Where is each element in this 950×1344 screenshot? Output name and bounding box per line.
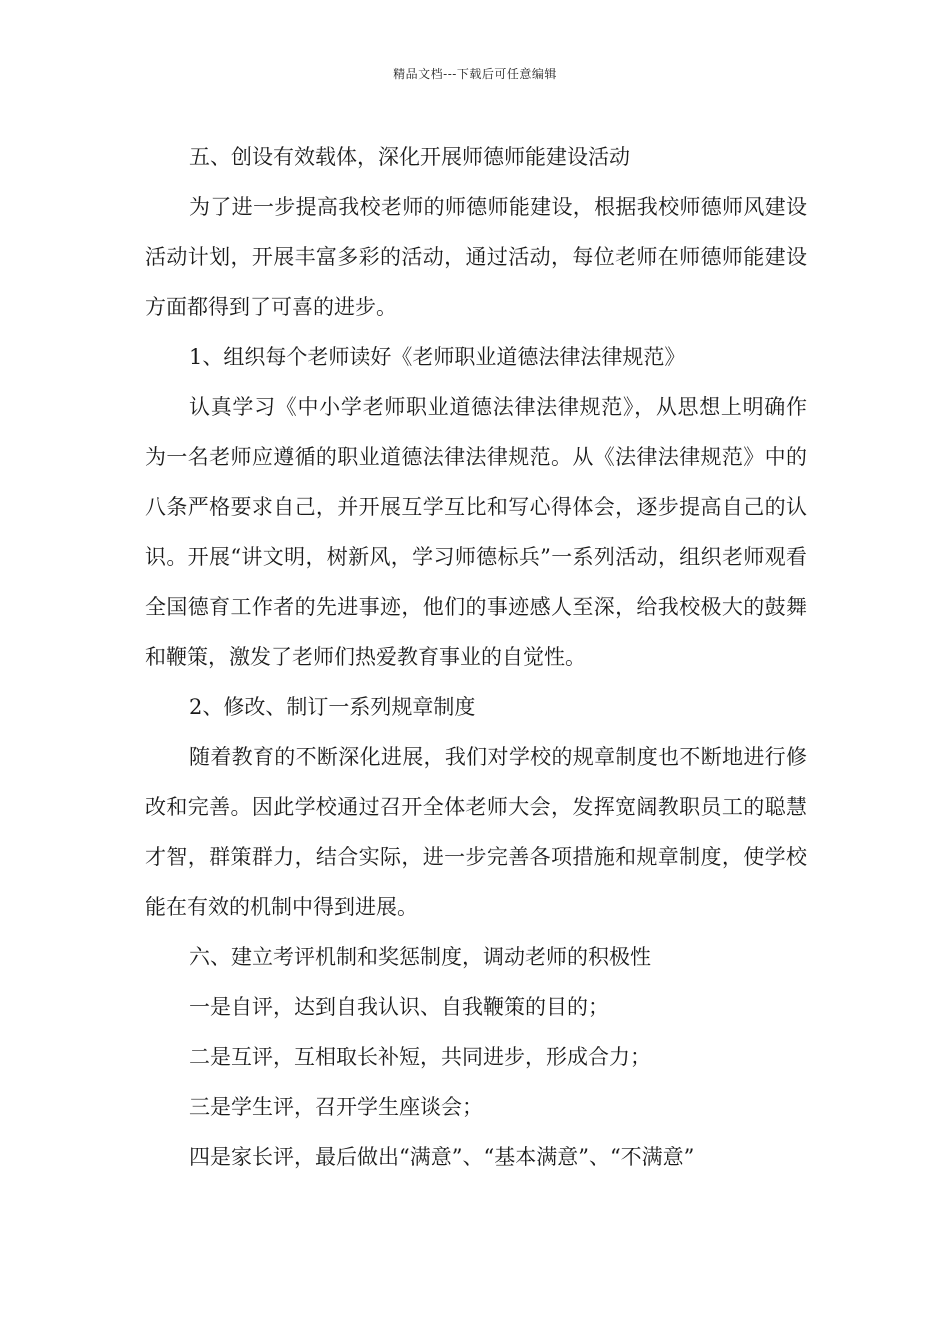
paragraph: 为了进一步提高我校老师的师德师能建设，根据我校师德师风建设活动计划，开展丰富多彩的活动，通过活动，每位老师在师德师能建设方面都得到了可喜的进步。: [145, 195, 807, 319]
list-item: 四是家长评，最后做出“满意”、“基本满意”、“不满意”: [189, 1145, 695, 1169]
list-item: 二是互评，互相取长补短，共同进步，形成合力；: [189, 1045, 651, 1069]
subheading-2: 2、修改、制订一系列规章制度: [189, 695, 476, 719]
subheading-1: 1、组织每个老师读好《老师职业道德法律法律规范》: [189, 345, 686, 369]
paragraph: 认真学习《中小学老师职业道德法律法律规范》，从思想上明确作为一名老师应遵循的职业道德法律法律规范。从《法律法律规范》中的八条严格要求自己，并开展互学互比和写心得体会，逐步提高自己的认识。开展“讲文明，树新风，学习师德标兵”一系列活动，组织老师观看全国德育工作者的先进事迹，他们的事迹感人至深，给我校极大的鼓舞和鞭策，激发了老师们热爱教育事业的自觉性。: [145, 395, 807, 669]
list-item: 三是学生评，召开学生座谈会；: [189, 1095, 483, 1119]
page-header: 精品文档---下载后可任意编辑: [393, 67, 557, 81]
section-heading-6: 六、建立考评机制和奖惩制度，调动老师的积极性: [189, 945, 651, 969]
section-heading-5: 五、创设有效载体，深化开展师德师能建设活动: [189, 145, 630, 169]
list-item: 一是自评，达到自我认识、自我鞭策的目的；: [189, 995, 609, 1019]
paragraph: 随着教育的不断深化进展，我们对学校的规章制度也不断地进行修改和完善。因此学校通过召开全体老师大会，发挥宽阔教职员工的聪慧才智，群策群力，结合实际，进一步完善各项措施和规章制度，使学校能在有效的机制中得到进展。: [145, 745, 807, 919]
document-body: [145, 132, 807, 1182]
